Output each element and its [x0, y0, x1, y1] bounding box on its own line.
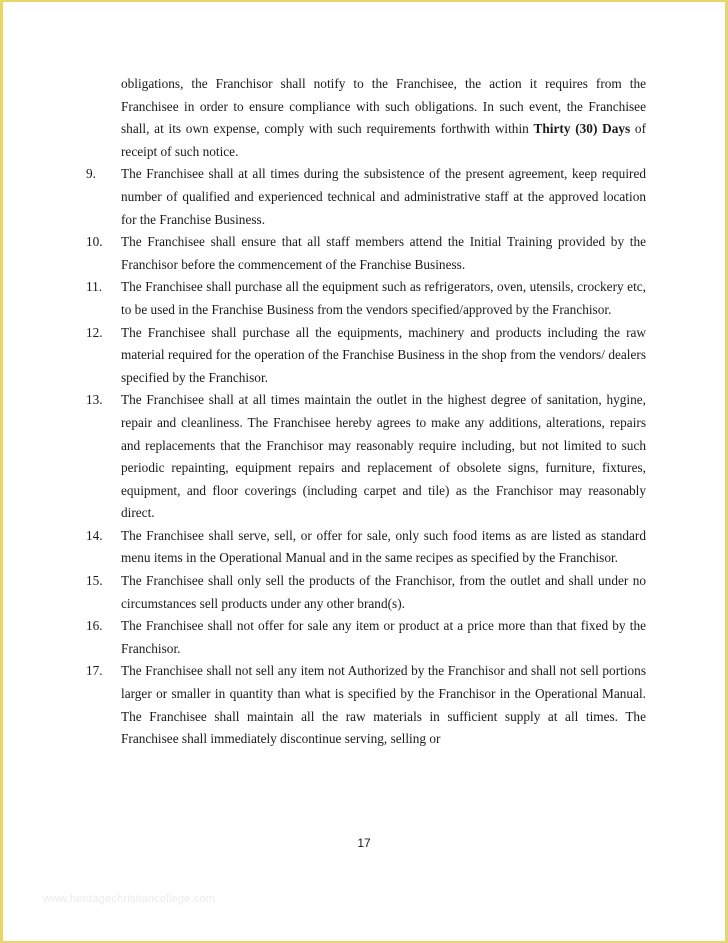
bold-deadline: Thirty (30) Days: [533, 121, 631, 137]
continuation-end: of receipt of such notice.: [121, 121, 647, 159]
clause-number: 16.: [86, 618, 103, 634]
clause-number: 15.: [86, 573, 103, 589]
page-number: 17: [357, 836, 371, 850]
clause-number: 12.: [86, 324, 103, 340]
clause-text: The Franchisee shall not sell any item not Authorized by the Franchisor and shall not sell portions larger or smaller in quantity than what is specified by the Franchisor in the Operational Manual. The Franchisee shall maintain all the raw materials in sufficient supply at all times. The Franchisee shall immediately discontinue serving, selling or: [121, 663, 646, 747]
watermark: www.heritagechristiancollege.com: [43, 893, 216, 905]
clause-number: 10.: [86, 234, 103, 250]
clause-11: [86, 276, 646, 321]
clause-text: The Franchisee shall ensure that all staff members attend the Initial Training provided by the Franchisor before the commencement of the Franchise Business.: [121, 234, 646, 272]
clause-number: 9.: [86, 166, 96, 182]
continuation-text: obligations, the Franchisor shall notify to the Franchisee, the action it requires from the Franchisee in order to ensure compliance with such obligations. In such event, the Franchisee shall, at its own expense, comply with such requirements forthwith within: [121, 76, 646, 137]
clause-text: The Franchisee shall not offer for sale any item or product at a price more than that fixed by the Franchisor.: [121, 618, 646, 656]
clause-number: 13.: [86, 392, 103, 408]
clause-text: The Franchisee shall at all times during the subsistence of the present agreement, keep required number of qualified and experienced technical and administrative staff at the approved location for the Franchise Business.: [121, 166, 646, 227]
clause-text: The Franchisee shall serve, sell, or offer for sale, only such food items as are listed as standard menu items in the Operational Manual and in the same recipes as specified by the Franchisor.: [121, 527, 646, 566]
clause-10: [86, 231, 646, 276]
clause-13: [86, 389, 646, 525]
clause-17: [86, 660, 646, 750]
clause-text: The Franchisee shall purchase all the equipments, machinery and products including the raw material required for the operation of the Franchise Business in the shop from the vendors/ dealers specified by the Franchisor.: [121, 324, 646, 385]
clause-number: 17.: [86, 663, 103, 679]
clause-number: 11.: [86, 279, 103, 295]
clause-text: The Franchisee shall at all times maintain the outlet in the highest degree of sanitation, hygine, repair and cleanliness. The Franchisee hereby agrees to make any additions, alterations, repairs and replacements that the Franchisor may reasonably require including, but not limited to such periodic repainting, equipment repairs and replacement of obsolete signs, furniture, fixtures, equipment, and floor coverings (including carpet and tile) as the Franchisor may reasonably direct.: [121, 392, 646, 521]
continuation-paragraph: [86, 73, 646, 163]
clause-text: The Franchisee shall only sell the products of the Franchisor, from the outlet and shall under no circumstances sell products under any other brand(s).: [121, 573, 646, 611]
clause-16: [86, 615, 646, 660]
clause-number: 14.: [86, 527, 103, 543]
clause-14: [86, 525, 646, 570]
clause-15: [86, 570, 646, 615]
clause-9: [86, 163, 646, 231]
clause-12: [86, 322, 646, 390]
document-body: [86, 73, 646, 751]
clause-text: The Franchisee shall purchase all the equipment such as refrigerators, oven, utensils, crockery etc, to be used in the Franchise Business from the vendors specified/approved by the Franchisor.: [121, 279, 646, 317]
